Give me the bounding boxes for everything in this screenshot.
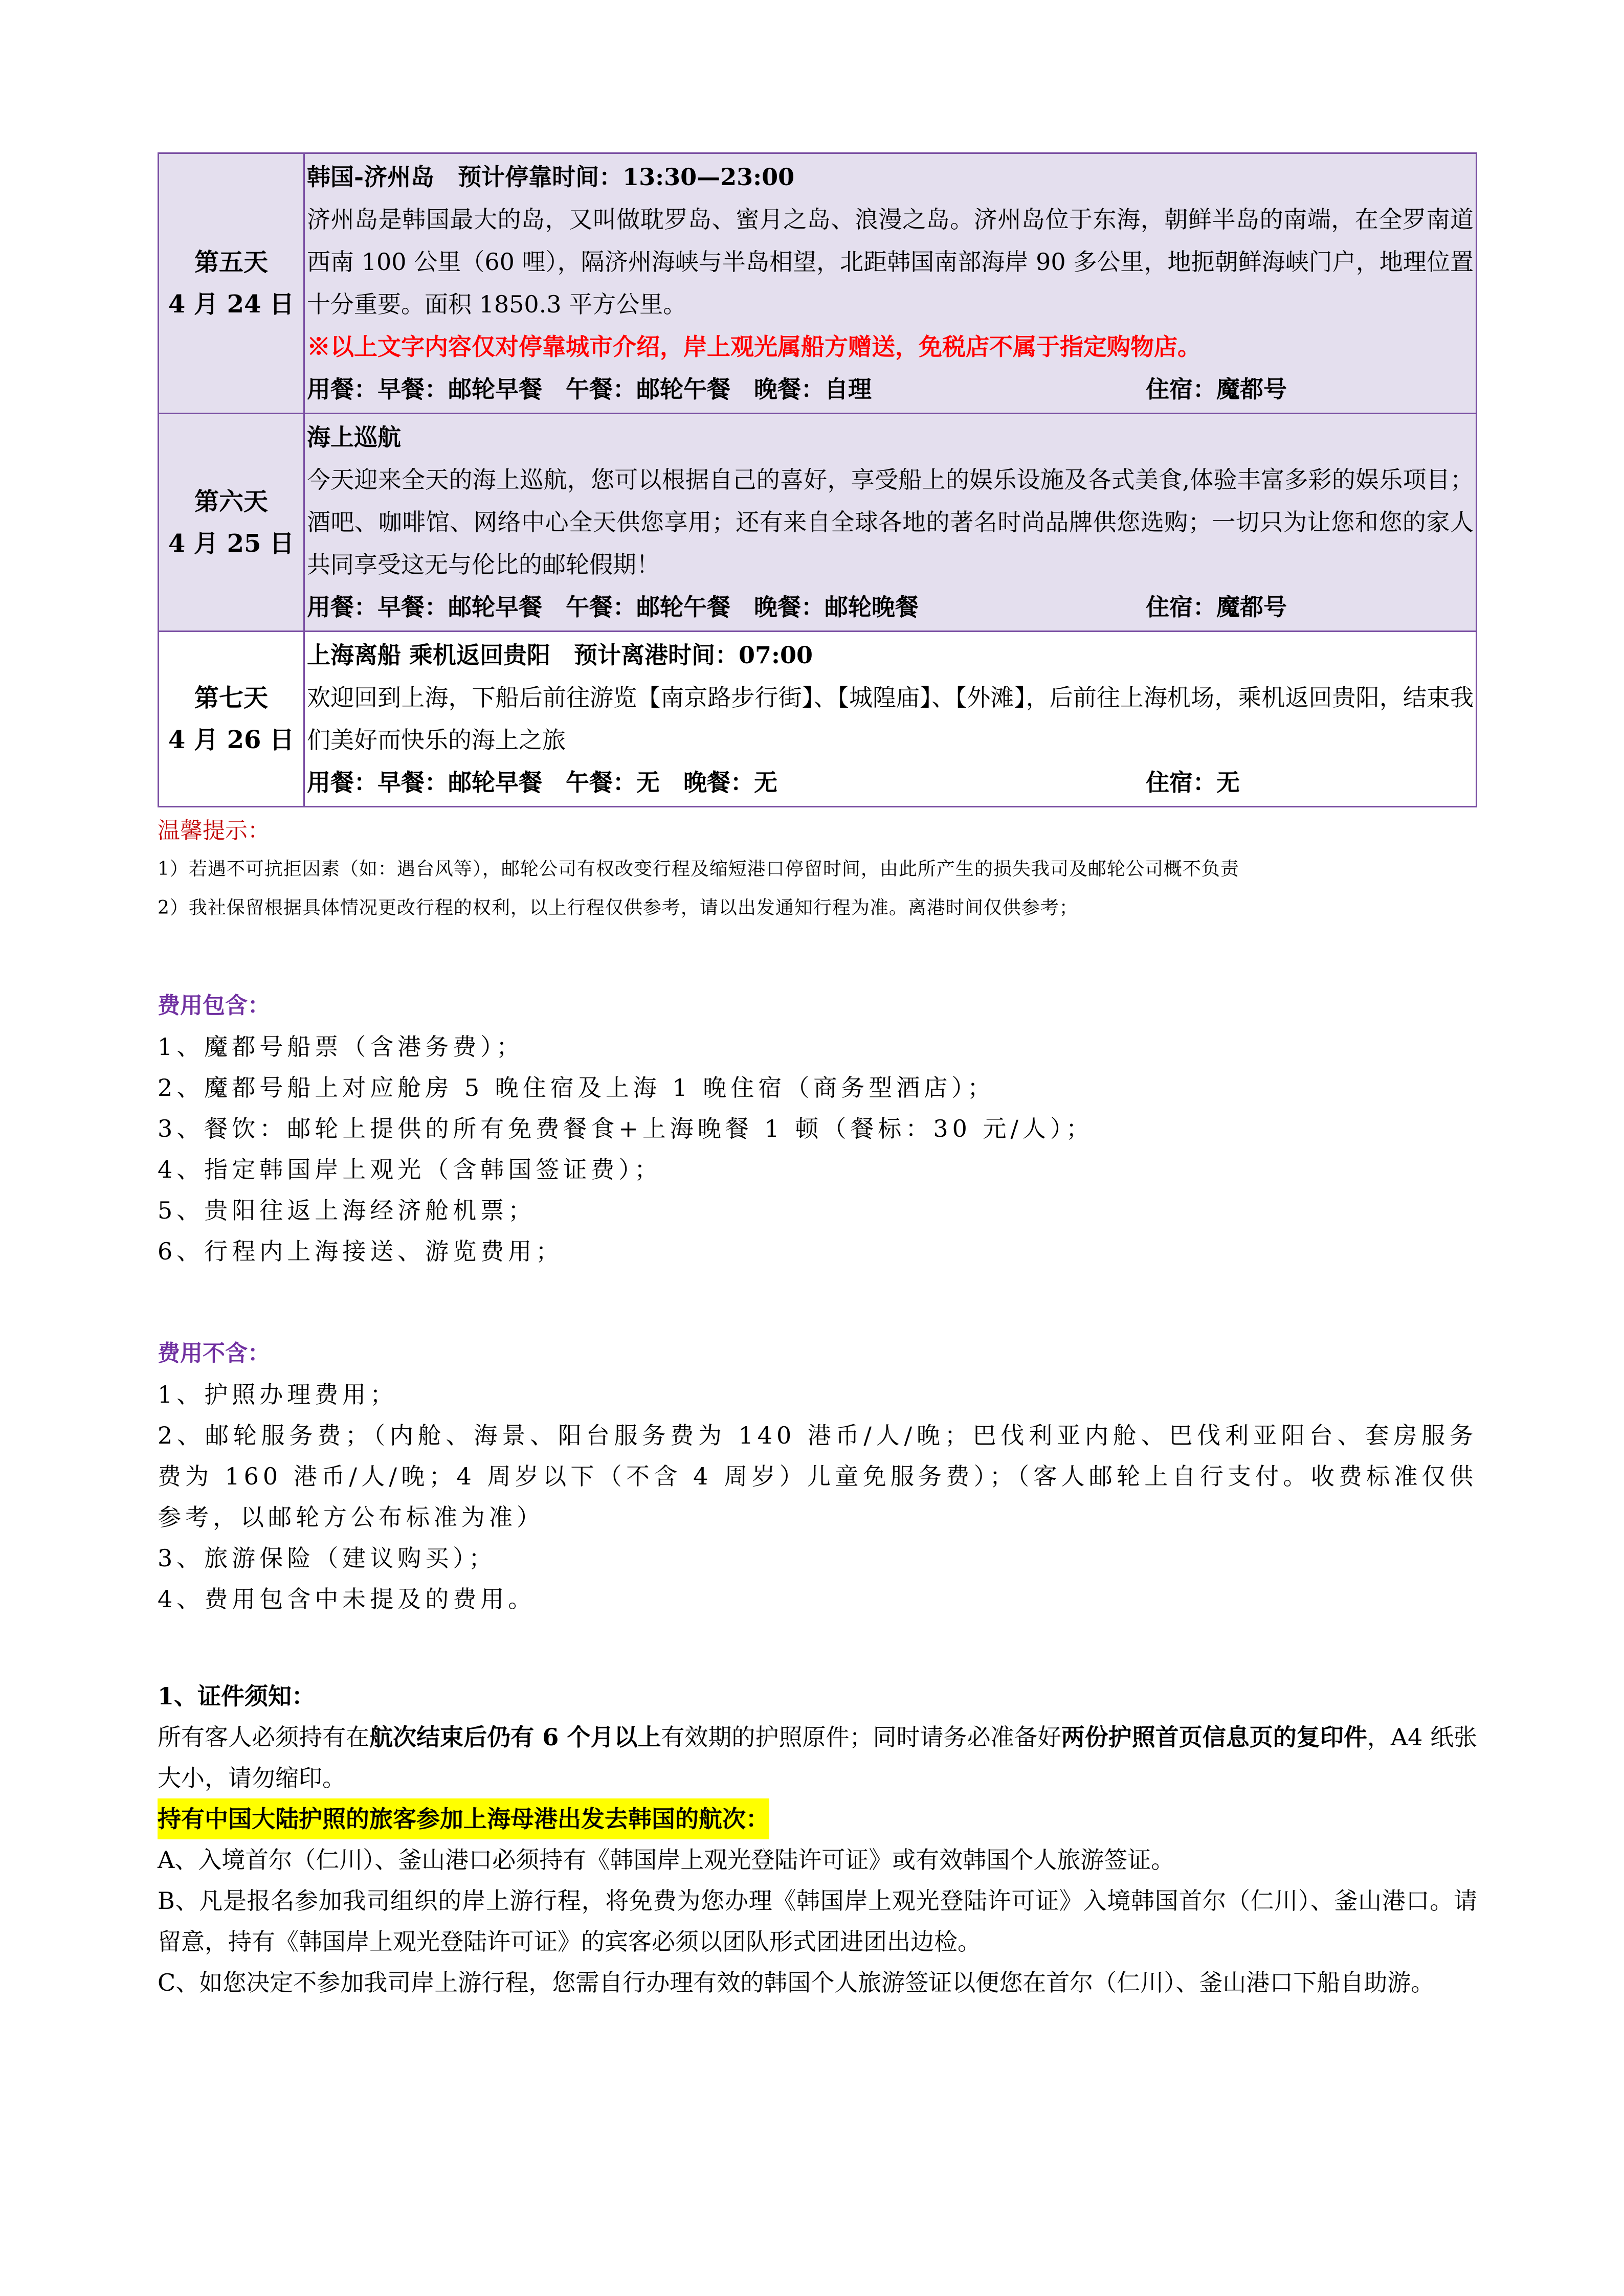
tips-title: 温馨提示：: [158, 818, 270, 844]
day-label: 第六天: [194, 487, 268, 516]
day-title: 上海离船 乘机返回贵阳 预计离港时间：07:00: [307, 641, 813, 669]
meals-text: 用餐：早餐：邮轮早餐 午餐：邮轮午餐 晚餐：邮轮晚餐: [307, 593, 919, 621]
documents-paragraph: [158, 1717, 1477, 1798]
date-label: 4 月 26 日: [168, 726, 295, 754]
day-meals: [307, 761, 1474, 804]
day-description: 今天迎来全天的海上巡航，您可以根据自己的喜好，享受船上的娱乐设施及各式美食,体验丰富多彩的娱乐项目；酒吧、咖啡馆、网络中心全天供您享用；还有来自全球各地的著名时尚品牌供您选购；一切只为让您和您的家人共同享受这无与伦比的邮轮假期！: [307, 466, 1474, 578]
day-label: 第五天: [194, 248, 268, 277]
day-cell: [159, 414, 304, 632]
day-description: 欢迎回到上海，下船后前往游览【南京路步行街】、【城隍庙】、【外滩】，后前往上海机场，乘机返回贵阳，结束我们美好而快乐的海上之旅: [307, 684, 1474, 754]
date-label: 4 月 25 日: [168, 529, 295, 558]
documents-item-b: B、凡是报名参加我司组织的岸上游行程，将免费为您办理《韩国岸上观光登陆许可证》入境韩国首尔（仁川）、釜山港口。请留意，持有《韩国岸上观光登陆许可证》的宾客必须以团队形式团进团出边检。: [158, 1887, 1477, 1955]
included-item: 5、贵阳往返上海经济舱机票；: [158, 1197, 536, 1224]
excluded-title: 费用不含：: [158, 1340, 270, 1366]
doc-text: 所有客人必须持有在: [158, 1723, 370, 1751]
meals-text: 用餐：早餐：邮轮早餐 午餐：邮轮午餐 晚餐：自理: [307, 375, 872, 403]
included-item: 2、魔都号船上对应舱房 5 晚住宿及上海 1 晚住宿（商务型酒店）；: [158, 1074, 995, 1101]
excluded-item: 1、护照办理费用；: [158, 1381, 398, 1408]
day-cell: [159, 153, 304, 414]
day-title: 韩国-济州岛 预计停靠时间：13:30—23:00: [307, 163, 795, 191]
day-description: 济州岛是韩国最大的岛，又叫做耽罗岛、蜜月之岛、浪漫之岛。济州岛位于东海，朝鲜半岛的南端，在全罗南道西南 100 公里（60 哩），隔济州海峡与半岛相望，北距韩国南部海岸 90 多公里，地扼朝鲜海峡门户，地理位置十分重要。面积 1850.3 平方公里。: [307, 206, 1474, 318]
doc-bold-text: 航次结束后仍有 6 个月以上: [369, 1723, 661, 1751]
excluded-item: 2、邮轮服务费；（内舱、海景、阳台服务费为 140 港币/人/晚；巴伐利亚内舱、巴伐利亚阳台、套房服务费为 160 港币/人/晚；4 周岁以下（不含 4 周岁）儿童免服务费）；（客人邮轮上自行支付。收费标准仅供参考，以邮轮方公布标准为准）: [158, 1422, 1477, 1531]
documents-title: 1、证件须知：: [158, 1682, 316, 1710]
doc-text: ，A4 纸张大小，请勿缩印。: [158, 1723, 1478, 1792]
day-cell: [159, 632, 304, 807]
itinerary-row-day5: [159, 153, 1477, 414]
day-content: [304, 632, 1477, 807]
meals-text: 用餐：早餐：邮轮早餐 午餐：无 晚餐：无: [307, 769, 777, 796]
excluded-item: 4、费用包含中未提及的费用。: [158, 1585, 536, 1613]
included-item: 4、指定韩国岸上观光（含韩国签证费）；: [158, 1156, 662, 1183]
itinerary-table: [158, 152, 1477, 807]
excluded-item: 3、旅游保险（建议购买）；: [158, 1544, 497, 1572]
highlight-heading: 持有中国大陆护照的旅客参加上海母港出发去韩国的航次：: [158, 1798, 769, 1839]
itinerary-row-day6: [159, 414, 1477, 632]
included-item: 3、餐饮：邮轮上提供的所有免费餐食+上海晚餐 1 顿（餐标：30 元/人）；: [158, 1115, 1094, 1142]
day-content: [304, 153, 1477, 414]
document-page: [158, 152, 1477, 2003]
lodging-text: 住宿：魔都号: [1146, 593, 1287, 621]
included-item: 6、行程内上海接送、游览费用；: [158, 1237, 564, 1265]
lodging-text: 住宿：魔都号: [1146, 375, 1287, 403]
tip-item: 1）若遇不可抗拒因素（如：遇台风等），邮轮公司有权改变行程及缩短港口停留时间，由此所产生的损失我司及邮轮公司概不负责: [158, 859, 1239, 880]
lodging-text: 住宿：无: [1146, 769, 1240, 796]
documents-item-c: C、如您决定不参加我司岸上游行程，您需自行办理有效的韩国个人旅游签证以便您在首尔（仁川）、釜山港口下船自助游。: [158, 1969, 1435, 1996]
included-item: 1、魔都号船票（含港务费）；: [158, 1033, 524, 1061]
documents-item-a: A、入境首尔（仁川）、釜山港口必须持有《韩国岸上观光登陆许可证》或有效韩国个人旅游签证。: [158, 1846, 1175, 1874]
day-content: [304, 414, 1477, 632]
day-meals: [307, 368, 1474, 411]
day-note: ※以上文字内容仅对停靠城市介绍，岸上观光属船方赠送，免税店不属于指定购物店。: [307, 333, 1201, 361]
doc-bold-text: 两份护照首页信息页的复印件: [1061, 1723, 1367, 1751]
itinerary-row-day7: [159, 632, 1477, 807]
tip-item: 2）我社保留根据具体情况更改行程的权利，以上行程仅供参考，请以出发通知行程为准。离港时间仅供参考；: [158, 897, 1078, 918]
included-title: 费用包含：: [158, 993, 270, 1019]
day-meals: [307, 586, 1474, 628]
date-label: 4 月 24 日: [168, 290, 295, 319]
doc-text: 有效期的护照原件；同时请务必准备好: [661, 1723, 1061, 1751]
day-title: 海上巡航: [307, 423, 401, 451]
day-label: 第七天: [194, 684, 268, 712]
